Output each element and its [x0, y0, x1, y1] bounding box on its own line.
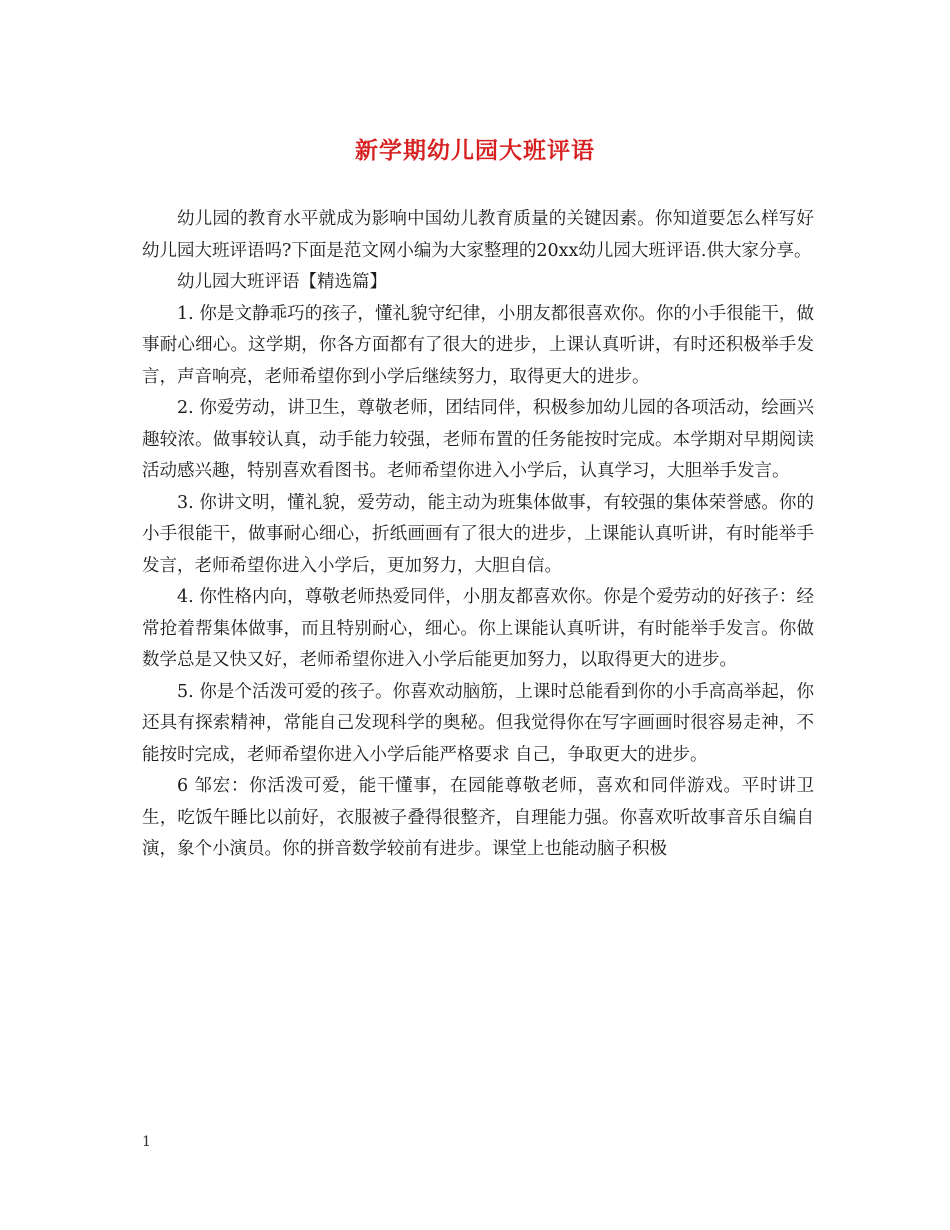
document-body: [142, 204, 814, 866]
document-title: 新学期幼儿园大班评语: [355, 137, 595, 164]
comment-paragraph-2: 2. 你爱劳动，讲卫生，尊敬老师，团结同伴，积极参加幼儿园的各项活动，绘画兴趣较浓。做事较认真，动手能力较强，老师布置的任务能按时完成。本学期对早期阅读活动感兴趣，特别喜欢看图书。老师希望你进入小学后，认真学习，大胆举手发言。: [142, 398, 814, 481]
section-heading: 幼儿园大班评语【精选篇】: [177, 272, 387, 292]
page-number: 1: [142, 1134, 151, 1150]
comment-paragraph-4: 4. 你性格内向，尊敬老师热爱同伴，小朋友都喜欢你。你是个爱劳动的好孩子：经常抢着帮集体做事，而且特别耐心，细心。你上课能认真听讲，有时能举手发言。你做数学总是又快又好，老师希望你进入小学后能更加努力，以取得更大的进步。: [142, 587, 814, 670]
comment-paragraph-3: 3. 你讲文明，懂礼貌，爱劳动，能主动为班集体做事，有较强的集体荣誉感。你的小手很能干，做事耐心细心，折纸画画有了很大的进步，上课能认真听讲，有时能举手发言，老师希望你进入小学后，更加努力，大胆自信。: [142, 492, 814, 576]
comment-paragraph-1: 1. 你是文静乖巧的孩子，懂礼貌守纪律，小朋友都很喜欢你。你的小手很能干，做事耐心细心。这学期，你各方面都有了很大的进步，上课认真听讲，有时还积极举手发言，声音响亮，老师希望你到小学后继续努力，取得更大的进步。: [142, 303, 814, 387]
comment-paragraph-6: 6 邹宏：你活泼可爱，能干懂事，在园能尊敬老师，喜欢和同伴游戏。平时讲卫生，吃饭午睡比以前好，衣服被子叠得很整齐，自理能力强。你喜欢听故事音乐自编自演，象个小演员。你的拼音数学较前有进步。课堂上也能动脑子积极: [142, 776, 814, 859]
comment-paragraph-5: 5. 你是个活泼可爱的孩子。你喜欢动脑筋，上课时总能看到你的小手高高举起，你还具有探索精神，常能自己发现科学的奥秘。但我觉得你在写字画画时很容易走神，不能按时完成，老师希望你进入小学后能严格要求 自己，争取更大的进步。: [142, 681, 814, 765]
intro-paragraph: 幼儿园的教育水平就成为影响中国幼儿教育质量的关键因素。你知道要怎么样写好幼儿园大班评语吗?下面是范文网小编为大家整理的20xx幼儿园大班评语.供大家分享。: [142, 209, 814, 261]
